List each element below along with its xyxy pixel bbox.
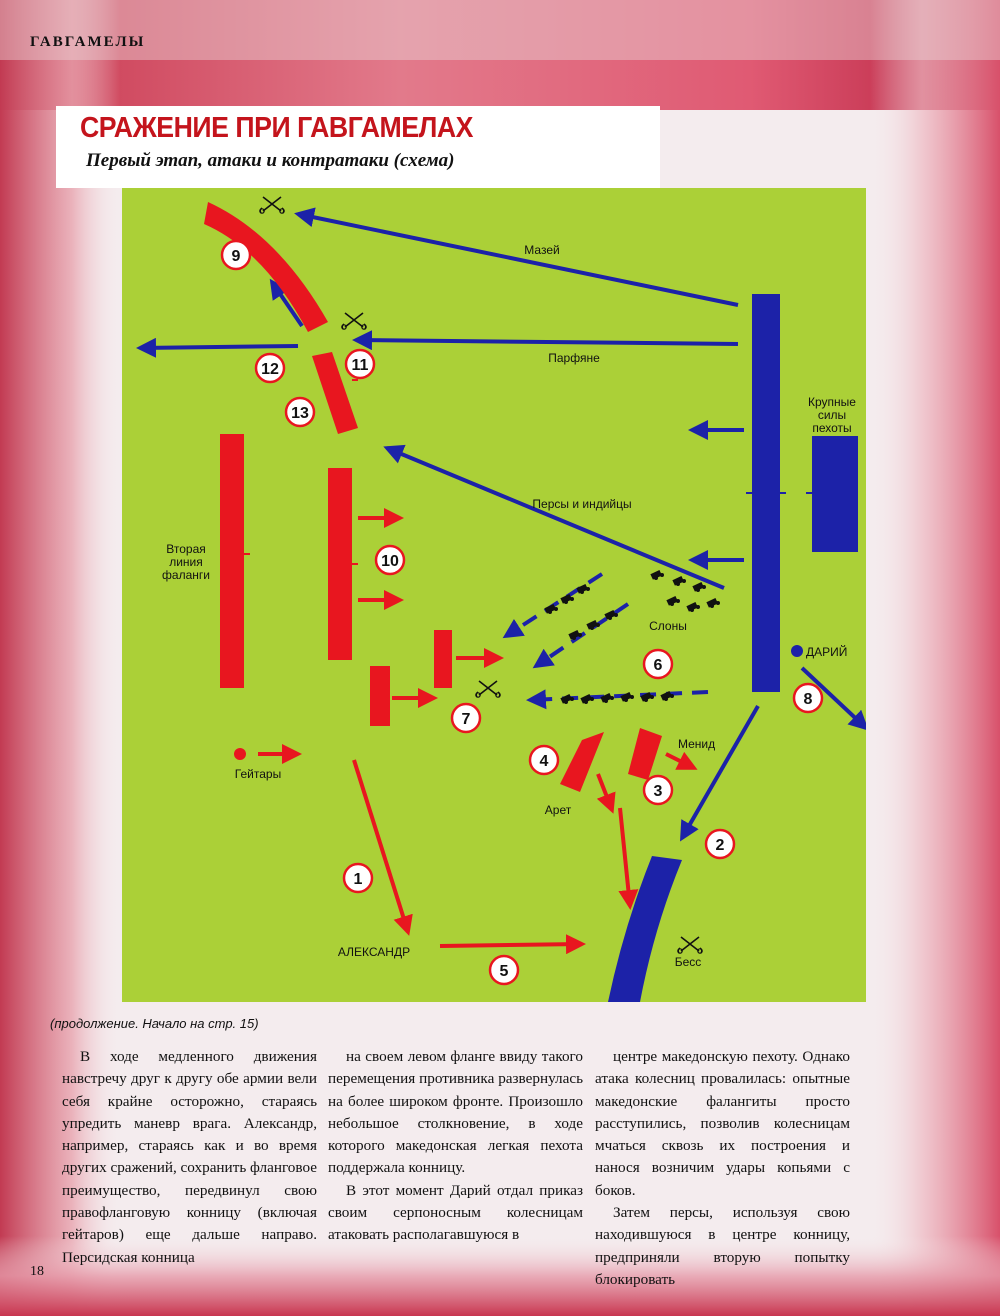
label-krupnye-2: силы	[817, 408, 847, 422]
label-mazei: Мазей	[524, 243, 560, 257]
phalanx-10	[328, 468, 352, 660]
label-krupnye-1: Крупные	[808, 395, 856, 409]
svg-text:1: 1	[353, 871, 363, 888]
svg-text:8: 8	[803, 691, 813, 708]
svg-text:13: 13	[291, 405, 309, 422]
marker-11	[346, 350, 374, 378]
marker-2	[706, 830, 734, 858]
label-krupnye-3: пехоты	[812, 421, 852, 435]
marker-8	[794, 684, 822, 712]
svg-text:12: 12	[261, 361, 279, 378]
label-persy: Персы и индийцы	[532, 497, 632, 511]
svg-text:6: 6	[653, 657, 663, 674]
label-slony: Слоны	[649, 619, 687, 633]
paragraph: на своем левом фланге ввиду такого перемещения противника развернулась на более широком фронте. Произошло небольшое столкновение, в ходе которого македонская легкая пехота поддержала конницу.	[328, 1048, 583, 1177]
arrow-12	[140, 346, 298, 348]
label-aret: Арет	[544, 803, 572, 817]
svg-text:5: 5	[499, 963, 509, 980]
paragraph: Затем персы, используя свою находившуюся в центре конницу, предприняли вторую попытку блокировать	[595, 1204, 850, 1288]
label-parfyane: Парфяне	[548, 351, 600, 365]
label-geitary: Гейтары	[234, 767, 282, 781]
title-box	[56, 106, 660, 188]
label-dariy: ДАРИЙ	[806, 645, 848, 659]
arrow-5	[440, 944, 582, 946]
second-phalanx-line	[220, 434, 244, 688]
running-head: ГАВГАМЕЛЫ	[30, 34, 146, 50]
marker-7	[452, 704, 480, 732]
marker-4	[530, 746, 558, 774]
page-title: СРАЖЕНИЕ ПРИ ГАВГАМЕЛАХ	[80, 112, 474, 144]
label-aleksandr: АЛЕКСАНДР	[337, 945, 411, 959]
hetairoi-marker	[234, 748, 246, 760]
text-column-3	[595, 1046, 850, 1291]
paragraph: центре македонскую пехоту. Однако атака колесниц провалилась: опытные македонские фалангиты просто расступились, позволив колесницам мчаться сквозь их построения и нанося возничим удары копьями с боков.	[595, 1048, 850, 1199]
marker-9	[222, 241, 250, 269]
svg-text:11: 11	[351, 357, 369, 374]
svg-text:10: 10	[381, 553, 399, 570]
text-column-1	[62, 1046, 317, 1269]
page-subtitle: Первый этап, атаки и контратаки (схема)	[86, 150, 455, 171]
persian-main-line	[752, 294, 780, 692]
battle-map-svg	[122, 188, 866, 1002]
svg-text:2: 2	[715, 837, 725, 854]
svg-text:9: 9	[231, 248, 241, 265]
map-caption: (продолжение. Начало на стр. 15)	[50, 1016, 259, 1031]
text-column-2	[328, 1046, 583, 1247]
battle-map	[122, 188, 866, 1002]
label-menid: Менид	[678, 737, 716, 751]
marker-13	[286, 398, 314, 426]
svg-text:7: 7	[461, 711, 471, 728]
paragraph: В этот момент Дарий отдал приказ своим серпоносным колесницам атаковать располагавшуюся в	[328, 1181, 583, 1244]
marker-10	[376, 546, 404, 574]
label-vtoraya-2: линия	[169, 555, 203, 569]
svg-text:4: 4	[539, 753, 549, 770]
persian-infantry-block	[812, 436, 858, 552]
unit-upper-center	[434, 630, 452, 688]
label-bess: Бесс	[674, 955, 702, 969]
svg-text:3: 3	[653, 783, 663, 800]
page-number: 18	[30, 1264, 44, 1279]
marker-12	[256, 354, 284, 382]
marker-5	[490, 956, 518, 984]
label-vtoraya-3: фаланги	[162, 568, 210, 582]
marker-3	[644, 776, 672, 804]
unit-lower-center	[370, 666, 390, 726]
paragraph: В ходе медленного движения навстречу друг к другу обе армии вели себя крайне осторожно, стараясь упредить маневр врага. Александр, например, стараясь как и во время других сражений, сохранить фланговое преимущество, передвинул свою правофланговую конницу (включая гейтаров) еще дальше направо. Персидская конница	[62, 1048, 317, 1266]
marker-1	[344, 864, 372, 892]
marker-6	[644, 650, 672, 678]
darius-marker	[791, 645, 803, 657]
label-vtoraya-1: Вторая	[166, 542, 206, 556]
